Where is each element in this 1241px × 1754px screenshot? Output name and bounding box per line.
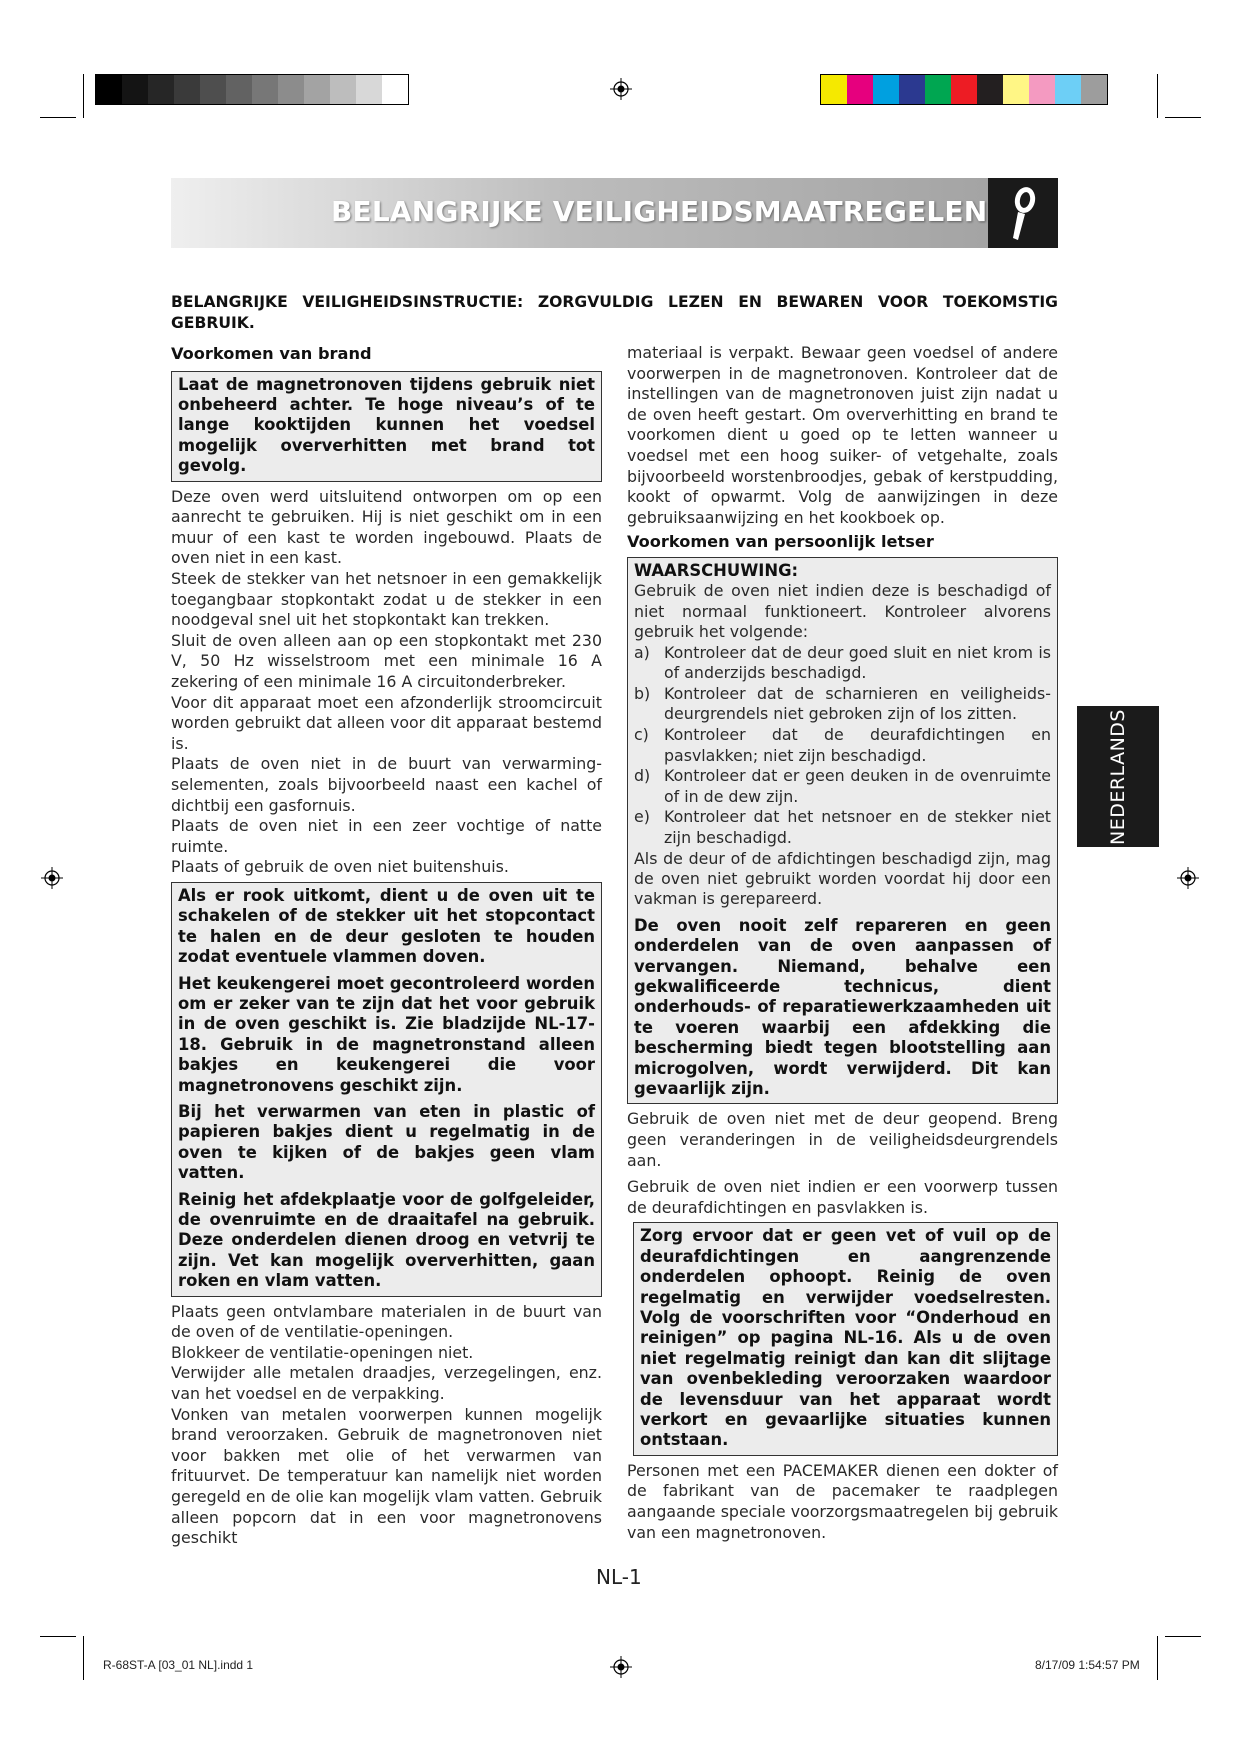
checklist-item [634,766,1051,807]
color-swatch [226,75,252,104]
injury-heading: Voorkomen van persoonlijk letser [627,532,934,552]
warning-text: Het keukengerei moet gecontroleerd worden om er zeker van te zijn dat het voor gebruik in de oven geschikt is. Zie bladzijde NL-17-18. Gebruik in de magnetronstand alleen bakjes en keukengerei die voor magnetronovens geschikt zijn. [178,973,595,1095]
crop-mark [40,1636,76,1637]
paragraph: Personen met een PACEMAKER dienen een dokter of de fabrikant van de pacemaker te raadplegen aangaande speciale voorzorgsmaatregelen bij gebruik van een magnetronoven. [627,1460,1058,1542]
warning-text: Zorg ervoor dat er geen vet of vuil op de deurafdichtingen en aangrenzende onderdelen ophoopt. Reinig de oven regelmatig en verwijder voedselresten. Volg de voorschriften voor “Onderhoud en reinigen” op pagina NL-16. Als u de oven niet regelmatig reinigt dan kan dit slijtage van ovenbekleding veroorzaken waardoor de levensduur van het apparaat wordt verkort en gevaarlijke situaties kunnen ontstaan. [640,1226,1051,1450]
checklist-label: a) [634,642,650,662]
language-tab [1077,706,1159,847]
cleaning-warning-box [633,1222,1058,1455]
crop-mark [1165,1636,1201,1637]
fire-warning-text: Laat de magnetronoven tijdens gebruik niet onbeheerd achter. Te hoge niveau’s of te lange kooktijden kunnen het voedsel mogelijk oververhitten met brand tot gevolg. [178,374,595,476]
fire-heading: Voorkomen van brand [171,344,372,363]
color-swatch [382,75,408,104]
warning-intro: Gebruik de oven niet indien deze is beschadigd of niet normaal funktioneert. Kontroleer alvorens gebruik het volgende: [634,581,1051,642]
registration-mark-icon [610,78,632,100]
checklist-item [634,725,1051,766]
exclamation-icon [988,178,1058,248]
gray-color-bar [95,74,409,105]
checklist-label: e) [634,807,650,827]
color-swatch [1029,75,1055,104]
crop-mark [1157,1636,1158,1680]
color-swatch [96,75,122,104]
paragraph: Deze oven werd uitsluitend ontworpen om op een aanrecht te gebruiken. Hij is niet geschikt om in een muur of een kast te worden ingebouwd. Plaats de oven niet in een kast. [171,486,602,568]
smoke-warning-box [171,882,602,1297]
paragraph: Plaats of gebruik de oven niet buitenshuis. [171,857,509,877]
paragraph: Sluit de oven alleen aan op een stopkontakt met 230 V, 50 Hz wisselstroom met een minimale 16 A zekering of een minimale 16 A circuitonderbreker. [171,630,602,691]
crop-mark [40,117,76,118]
checklist-item [634,684,1051,725]
checklist-text: Kontroleer dat de deur goed sluit en niet krom is of anderzijds beschadigd. [664,642,1051,683]
footer-datetime: 8/17/09 1:54:57 PM [1035,1658,1140,1672]
warning-text: Bij het verwarmen van eten in plastic of papieren bakjes dient u regelmatig in de oven te kijken of de bakjes geen vlam vatten. [178,1101,595,1183]
checklist-label: b) [634,683,651,703]
paragraph: materiaal is verpakt. Bewaar geen voedsel of andere voorwerpen in de magnetronoven. Kontroleer dat de instellingen van de magnetronoven juist zijn nadat u de oven heeft gestart. Om oververhitting en brand te voorkomen dient u goed op te letten wanneer u voedsel met een hoog suiker- of vetgehalte, zoals bijvoorbeeld worstenbroodjes, gebak of kerstpudding, kookt of opwarmt. Volg de aanwijzingen in deze gebruiksaanwijzing en het kookboek op. [627,343,1058,527]
page-title: BELANGRIJKE VEILIGHEIDSMAATREGELEN [331,195,988,228]
warning-after: Als de deur of de afdichtingen beschadigd zijn, mag de oven niet gebruikt worden voordat hij door een vakman is gerepareerd. [634,848,1051,909]
warning-bold-text: De oven nooit zelf repareren en geen onderdelen van de oven aanpassen of vervangen. Niemand, behalve een gekwalificeerde technicus, dient onderhouds- of reparatiewerkzaamheden uit te voeren waarbij een afdekking die bescherming biedt tegen blootstelling aan microgolven, wordt verwijderd. Dit kan gevaarlijk zijn. [634,915,1051,1098]
color-swatch [977,75,1003,104]
right-column [627,343,1058,1543]
checklist-item [634,807,1051,848]
warning-title: WAARSCHUWING: [634,560,799,580]
intro-instruction: BELANGRIJKE VEILIGHEIDSINSTRUCTIE: ZORGVULDIG LEZEN EN BEWAREN VOOR TOEKOMSTIG GEBRUIK. [171,293,1058,332]
color-swatch [925,75,951,104]
color-swatch [148,75,174,104]
color-swatch [330,75,356,104]
checklist-text: Kontroleer dat de deurafdichtingen en pasvlakken; niet zijn beschadigd. [664,724,1051,765]
crop-mark [83,74,84,118]
paragraph: Verwijder alle metalen draadjes, verzegelingen, enz. van het voedsel en de verpakking. [171,1363,602,1403]
color-swatch [951,75,977,104]
crop-mark [1157,74,1158,118]
registration-mark-icon [41,867,63,889]
color-swatch [356,75,382,104]
checklist-text: Kontroleer dat er geen deuken in de ovenruimte of in de dew zijn. [664,766,1051,806]
color-swatch [252,75,278,104]
checklist-label: c) [634,724,649,744]
warning-checklist [634,643,1051,849]
warning-text: Reinig het afdekplaatje voor de golfgeleider, de ovenruimte en de draaitafel na gebruik. Deze onderdelen dienen droog en vetvrij te zijn. Vet kan mogelijk oververhitten, gaan roken en vlam vatten. [178,1189,595,1291]
color-swatch [122,75,148,104]
color-bar [820,74,1108,105]
crop-mark [83,1636,84,1680]
left-column [171,344,602,1549]
footer-file: R-68ST-A [03_01 NL].indd 1 [103,1658,254,1672]
color-swatch [847,75,873,104]
color-swatch [200,75,226,104]
warning-text: Als er rook uitkomt, dient u de oven uit te schakelen of de stekker uit het stopcontact te halen en de deur gesloten te houden zodat eventuele vlammen doven. [178,885,595,967]
checklist-label: d) [634,766,651,786]
color-swatch [1081,75,1107,104]
paragraph: Steek de stekker van het netsnoer in een gemakkelijk toegangbaar stopkontakt zodat u de stekker in een noodgeval snel uit het stopkontakt kan trekken. [171,569,602,630]
injury-warning-box [627,557,1058,1104]
color-swatch [899,75,925,104]
paragraph: Plaats geen ontvlambare materialen in de buurt van de oven of de ventilatie-openingen. [171,1301,602,1342]
color-swatch [1055,75,1081,104]
paragraph: Plaats de oven niet in de buurt van verwarming-selementen, zoals bijvoorbeeld naast een kachel of dichtbij een gasfornuis. [171,754,602,815]
paragraph: Blokkeer de ventilatie-openingen niet. [171,1342,474,1362]
page-number: NL-1 [596,1565,642,1589]
color-swatch [174,75,200,104]
color-swatch [873,75,899,104]
checklist-item [634,643,1051,684]
registration-mark-icon [610,1656,632,1678]
checklist-text: Kontroleer dat het netsnoer en de stekker niet zijn beschadigd. [664,807,1051,847]
registration-mark-icon [1177,867,1199,889]
color-swatch [1003,75,1029,104]
checklist-text: Kontroleer dat de scharnieren en veiligheids-deurgrendels niet gebroken zijn of los zitten. [664,683,1051,724]
language-tab-label: NEDERLANDS [1107,708,1129,845]
color-swatch [304,75,330,104]
paragraph: Gebruik de oven niet met de deur geopend. Breng geen veranderingen in de veiligheidsdeurgrendels aan. [627,1109,1058,1170]
paragraph: Plaats de oven niet in een zeer vochtige of natte ruimte. [171,816,602,856]
paragraph: Gebruik de oven niet indien er een voorwerp tussen de deurafdichtingen en pasvlakken is. [627,1177,1058,1217]
crop-mark [1165,117,1201,118]
section-header [171,178,1058,248]
color-swatch [821,75,847,104]
fire-warning-box [171,371,602,482]
paragraph: Voor dit apparaat moet een afzonderlijk stroomcircuit worden gebruikt dat alleen voor dit apparaat bestemd is. [171,692,602,753]
color-swatch [278,75,304,104]
paragraph: Vonken van metalen voorwerpen kunnen mogelijk brand veroorzaken. Gebruik de magnetronoven niet voor bakken met olie of het verwarmen van frituurvet. De temperatuur kan namelijk niet worden geregeld en de olie kan mogelijk vlam vatten. Gebruik alleen popcorn dat in een voor magnetronovens geschikt [171,1404,602,1548]
